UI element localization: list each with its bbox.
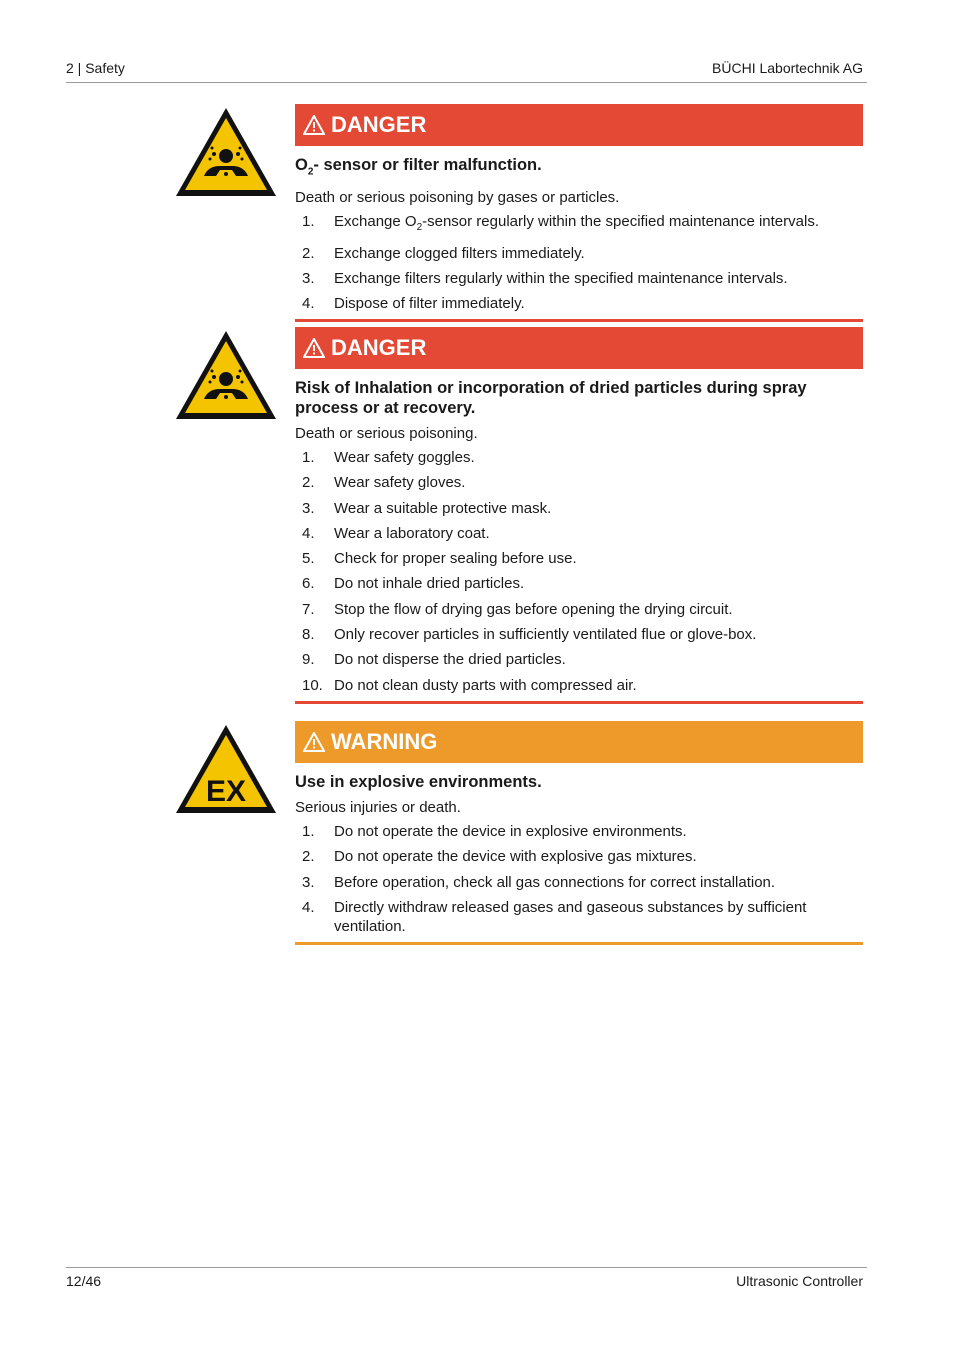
list-item: 10. Do not clean dusty parts with compressed air.: [302, 676, 637, 694]
list-item: 2. Exchange clogged filters immediately.: [302, 244, 585, 262]
list-item: 2. Wear safety gloves.: [302, 474, 466, 492]
banner-label: DANGER: [331, 112, 427, 137]
inhalation-hazard-icon: [174, 329, 278, 421]
notice-title: $O_2-$ sensor or filter malfunction.: [295, 156, 542, 178]
danger-notice-o2-sensor: [295, 104, 863, 322]
list-item: 9. Do not disperse the dried particles.: [302, 651, 566, 669]
list-item: 4. Dispose of filter immediately.: [302, 295, 525, 313]
warning-triangle-icon: [303, 732, 325, 752]
page-number: 12/46: [66, 1273, 102, 1289]
list-item: 3. Before operation, check all gas connections for correct installation.: [302, 873, 776, 891]
action-list: [295, 448, 863, 695]
banner-label: DANGER: [331, 335, 427, 360]
warning-triangle-icon: [303, 115, 325, 135]
warning-notice-explosive: [295, 721, 863, 945]
danger-banner: [295, 104, 863, 146]
header-company: BÜCHI Labortechnik AG: [712, 60, 863, 76]
header-section: 2 | Safety: [66, 60, 125, 76]
list-item: 3. Exchange filters regularly within the specified maintenance intervals.: [302, 269, 788, 287]
inhalation-hazard-icon: [174, 106, 278, 198]
page-header: [66, 60, 867, 83]
action-list: [295, 212, 863, 313]
list-item: 2. Do not operate the device with explosive gas mixtures.: [302, 848, 697, 866]
notice-title: Risk of Inhalation or incorporation of dried particles during spray process or at recovery.: [295, 379, 807, 417]
notice-end-rule: [295, 319, 863, 322]
page-footer: [66, 1267, 867, 1292]
banner-label: WARNING: [331, 729, 438, 754]
danger-banner: [295, 327, 863, 369]
notice-title: Use in explosive environments.: [295, 773, 542, 791]
notice-description: Serious injuries or death.: [295, 799, 461, 816]
list-item: 4. Wear a laboratory coat.: [302, 524, 490, 542]
explosive-atmosphere-icon: [174, 723, 278, 815]
notice-end-rule: [295, 942, 863, 945]
list-item: 1. Exchange $O_2$-sensor regularly within the specified maintenance intervals.: [302, 213, 819, 234]
list-item: 8. Only recover particles in sufficiently ventilated flue or glove-box.: [302, 626, 757, 644]
notice-description: Death or serious poisoning.: [295, 425, 478, 442]
list-item: 1. Do not operate the device in explosive environments.: [302, 823, 687, 840]
list-item: 5. Check for proper sealing before use.: [302, 550, 577, 568]
notice-end-rule: [295, 701, 863, 704]
list-item: 3. Wear a suitable protective mask.: [302, 499, 552, 517]
warning-banner: [295, 721, 863, 763]
list-item: 1. Wear safety goggles.: [302, 449, 475, 466]
document-title: Ultrasonic Controller: [736, 1273, 863, 1289]
list-item: 6. Do not inhale dried particles.: [302, 575, 525, 593]
list-item: 4. Directly withdraw released gases and gaseous substances by sufficient ventilation.: [302, 898, 807, 935]
warning-triangle-icon: [303, 338, 325, 358]
danger-notice-particles: [295, 327, 863, 704]
svg-text:EX: EX: [205, 775, 247, 808]
action-list: [295, 822, 863, 936]
list-item: 7. Stop the flow of drying gas before opening the drying circuit.: [302, 600, 733, 618]
notice-description: Death or serious poisoning by gases or particles.: [295, 189, 620, 207]
